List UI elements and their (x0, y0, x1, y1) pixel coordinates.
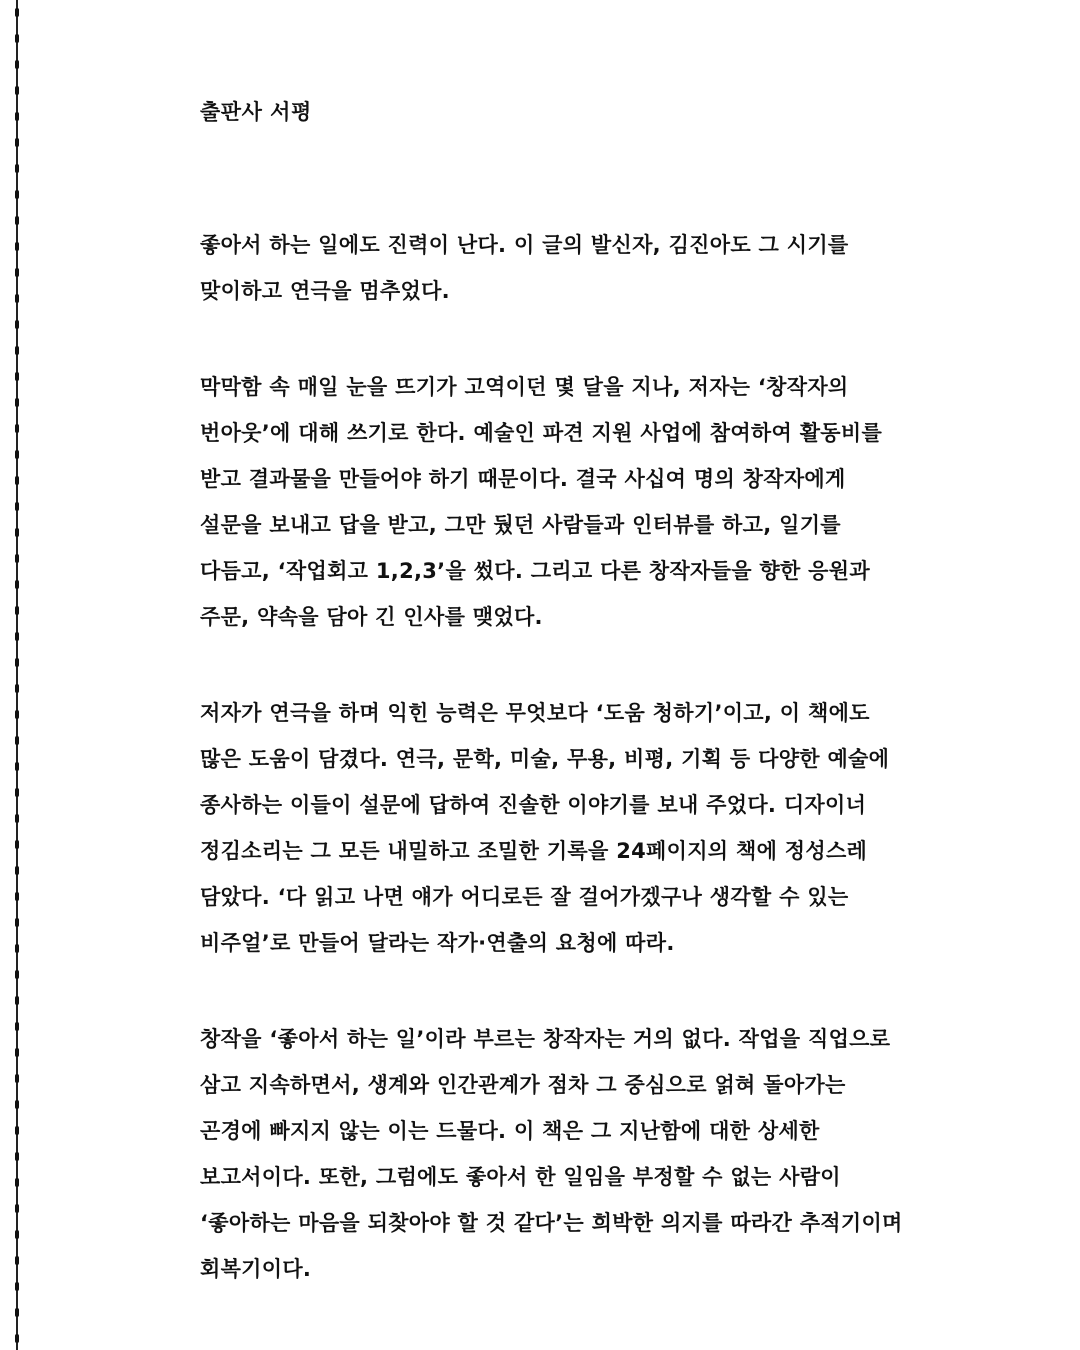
binding-dot (15, 710, 19, 719)
text-line: 종사하는 이들이 설문에 답하여 진솔한 이야기를 보내 주었다. 디자이너 (200, 793, 867, 817)
text-line: 좋아서 하는 일에도 진력이 난다. 이 글의 발신자, 김진아도 그 시기를 (200, 233, 849, 257)
binding-dot (15, 294, 19, 303)
binding-dot (15, 1334, 19, 1343)
text-line: 담았다. ‘다 읽고 나면 얘가 어디로든 잘 걸어가겠구나 생각할 수 있는 (200, 885, 849, 909)
binding-dot (15, 1178, 19, 1187)
binding-dot (15, 8, 19, 17)
binding-dot (15, 632, 19, 641)
binding-dot (15, 138, 19, 147)
binding-dot (15, 450, 19, 459)
binding-dot (15, 892, 19, 901)
binding-dot (15, 788, 19, 797)
binding-dot (15, 580, 19, 589)
paragraph-2 (200, 364, 990, 640)
text-line: 많은 도움이 담겼다. 연극, 문학, 미술, 무용, 비평, 기획 등 다양한 예술에 (200, 747, 890, 771)
text-line: 창작을 ‘좋아서 하는 일’이라 부르는 창작자는 거의 없다. 작업을 직업으로 (200, 1027, 891, 1051)
binding-dot (15, 320, 19, 329)
paragraph-3 (200, 690, 990, 966)
text-line: 곤경에 빠지지 않는 이는 드물다. 이 책은 그 지난함에 대한 상세한 (200, 1119, 820, 1143)
binding-dot (15, 606, 19, 615)
binding-dot (15, 346, 19, 355)
binding-dot (15, 970, 19, 979)
binding-dot (15, 1256, 19, 1265)
binding-dot (15, 1230, 19, 1239)
text-line: 저자가 연극을 하며 익힌 능력은 무엇보다 ‘도움 청하기’이고, 이 책에도 (200, 701, 870, 725)
binding-dot (15, 372, 19, 381)
binding-dot (15, 60, 19, 69)
binding-dot (15, 164, 19, 173)
text-line: 번아웃’에 대해 쓰기로 한다. 예술인 파견 지원 사업에 참여하여 활동비를 (200, 421, 883, 445)
binding-dot (15, 658, 19, 667)
text-line: 주문, 약속을 담아 긴 인사를 맺었다. (200, 605, 543, 629)
text-line: 설문을 보내고 답을 받고, 그만 뒀던 사람들과 인터뷰를 하고, 일기를 (200, 513, 841, 537)
binding-dot (15, 996, 19, 1005)
binding-dot (15, 424, 19, 433)
text-line: 받고 결과물을 만들어야 하기 때문이다. 결국 사십여 명의 창작자에게 (200, 467, 846, 491)
page-title: 출판사 서평 (200, 100, 312, 124)
text-line: 다듬고, ‘작업회고 1,2,3’을 썼다. 그리고 다른 창작자들을 향한 응원과 (200, 559, 870, 583)
text-line: 정김소리는 그 모든 내밀하고 조밀한 기록을 24페이지의 책에 정성스레 (200, 839, 868, 863)
binding-dot (15, 528, 19, 537)
document-body (200, 96, 990, 1342)
binding-dot (15, 1152, 19, 1161)
binding-dot (15, 1126, 19, 1135)
binding-dot (15, 736, 19, 745)
text-line: 삼고 지속하면서, 생계와 인간관계가 점차 그 중심으로 얽혀 돌아가는 (200, 1073, 846, 1097)
binding-dot (15, 86, 19, 95)
binding-dot (15, 1100, 19, 1109)
binding-dot (15, 762, 19, 771)
binding-dot (15, 1048, 19, 1057)
binding-dot (15, 840, 19, 849)
binding-dot (15, 242, 19, 251)
text-line: 비주얼’로 만들어 달라는 작가·연출의 요청에 따라. (200, 931, 675, 955)
binding-dot (15, 1022, 19, 1031)
binding-dot (15, 1308, 19, 1317)
text-line: 회복기이다. (200, 1257, 312, 1281)
paragraph-4 (200, 1016, 990, 1292)
binding-dot (15, 268, 19, 277)
text-line: 막막함 속 매일 눈을 뜨기가 고역이던 몇 달을 지나, 저자는 ‘창작자의 (200, 375, 849, 399)
binding-dot (15, 476, 19, 485)
binding-dot (15, 1282, 19, 1291)
binding-dot (15, 398, 19, 407)
text-line: ‘좋아하는 마음을 되찾아야 할 것 같다’는 희박한 의지를 따라간 추적기이며 (200, 1211, 903, 1235)
paragraph-1 (200, 222, 990, 314)
binding-dot (15, 216, 19, 225)
binding-dot (15, 684, 19, 693)
binding-dot (15, 190, 19, 199)
binding-dot (15, 918, 19, 927)
binding-dot (15, 814, 19, 823)
text-line: 맞이하고 연극을 멈추었다. (200, 279, 450, 303)
binding-dot (15, 112, 19, 121)
binding-dot (15, 554, 19, 563)
binding-dot (15, 1074, 19, 1083)
spiral-binding-edge (12, 0, 22, 1350)
binding-dot (15, 502, 19, 511)
binding-dot (15, 1204, 19, 1213)
text-line: 보고서이다. 또한, 그럼에도 좋아서 한 일임을 부정할 수 없는 사람이 (200, 1165, 841, 1189)
binding-dot (15, 866, 19, 875)
binding-dot (15, 34, 19, 43)
binding-dot (15, 944, 19, 953)
